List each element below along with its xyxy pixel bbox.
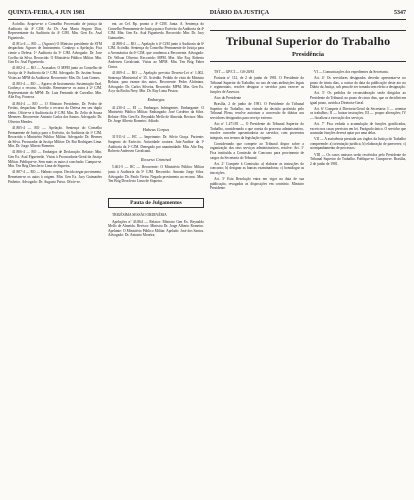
paragraph: Art. 5º Os pedidos de reconsideração serão dirigidos ao Presidente do Tribunal, no prazo de cinco dias, que os decidirá em igual prazo, ouvida a Diretoria-Geral. xyxy=(310,91,406,105)
paragraph: ent. ao Cel. Rp. pronto a 4ª CJM. Junta. A. Sentença do Conselho Permanente de Justiça para o Exército da Auditoria da 4ª CJM. Min. Gen Ex. Asal Figueiredo. Recorrido: Min. Dr. Jacy Guimarães. xyxy=(108,22,204,40)
paragraph: VII — A assistência prestada aos órgãos da Justiça do Trabalho compreende: a) orientação jurídica; b) elaboração de pareceres; c) acompanhamento de processos. xyxy=(310,137,406,151)
header-date: QUINTA-FEIRA, 4 JUN 1981 xyxy=(8,10,85,16)
column-4 xyxy=(310,70,406,494)
paragraph: Atos do Presidente xyxy=(214,95,242,100)
banner-title: Tribunal Superior do Trabalho xyxy=(225,34,391,48)
banner-subtitle: Presidência xyxy=(291,51,324,58)
column-1 xyxy=(8,22,102,494)
paragraph: Brasília, 2 de junho de 1981. O Presidente do Tribunal Superior do Trabalho, em virtude da decisão proferida pelo Tribunal Pleno, resolve autorizar a concessão de diárias aos servidores designados para serviço externo. xyxy=(210,102,304,120)
paragraph: Acórdão. Arquive-se o Conselho Processado de justiça da Auditoria da 4ª CJM. Ao Dr. Ana Maria Seguro Dias, Representante da Auditoria da 4ª CJM. Min. Gen Ex. Asal Figueiredo. xyxy=(8,22,102,40)
section-heading: Habeas Corpus xyxy=(142,126,170,132)
paragraph: Portaria nº 112, de 2 de junho de 1981. O Presidente do Tribunal Superior do Trabalho, no uso de suas atribuições legais e regimentais, resolve designar o servidor para exercer as funções de Assessor. xyxy=(210,76,304,94)
paragraph: 41.8Co-4 — RO — (Agravo) O Ministro presidente do STM despachou: Agravo de Instrumento. Conheço a Apelação. Fica ciente a Defesa. 1ª Auditoria da 3ª CJM. Advogado: Dr. Jose Coelho da Silva. Recorrido: O Ministério Público Militar. Min. Gen Ex. Asal Figueiredo. xyxy=(8,41,102,65)
paragraph: 41.230-4 — EI — Embargos Infringentes. Embargante: O Ministério Público Militar. Embargado: José Cordeiro da Silva. Relator: Min. Gen Ex. Reynaldo Mello de Almeida. Revisor: Min. Dr. Jorge Alberto Romeiro. Adiado. xyxy=(108,105,204,124)
pauta-heading: Pauta de Julgamentos xyxy=(108,198,204,209)
paragraph: 41.807-4 — RO — Habeas corpus. Decido negar provimento. Remetam-se os autos à origem. Min. Gen Ex. Jacy Guimarães Pinheiro. Advogado: Dr. Augusto Paiva. Oficie-se. xyxy=(8,170,102,184)
paragraph: Ato nº 1.471/81 — O Presidente do Tribunal Superior do Trabalho, considerando o que consta do processo administrativo, resolve conceder aposentadoria ao servidor, com proventos integrais, nos termos da legislação vigente. xyxy=(210,121,304,140)
column-3 xyxy=(210,70,304,494)
paragraph: TRIGÉSIMA SESSÃO ORDINÁRIA xyxy=(112,213,167,218)
paragraph: 41.806-4 — RO — Embargos de Declaração. Relator: Min. Gen Ex. Asal Figueiredo. Vistas à Procuradoria-Geral da Justiça Militar. Publique-se. Sem mais os autos à conclusão. Cumpra-se. Min. Ten Brig Deoclecio Lima de Siqueira. xyxy=(8,150,102,169)
paragraph: TST — GP/CI — GS-20/81 xyxy=(214,70,255,74)
paragraph: 5.461-5 — RC — Recorrente: O Ministério Público Militar junto à Auditoria da 5ª CJM. Recorrido: Antonio Jorge Silva. Advogado: Dr. Paulo Vieira. Negado provimento ao recurso. Min. Ten Brig Deoclecio Lima de Siqueira. xyxy=(108,165,204,184)
header-publication: DIÁRIO DA JUSTIÇA xyxy=(209,10,270,16)
section-heading: Recurso Criminal xyxy=(141,156,171,162)
column-2 xyxy=(108,22,204,494)
header-page-number: 5347 xyxy=(393,10,406,16)
paragraph: VI — Comunicações dos expedientes da Secretaria. xyxy=(314,70,389,74)
paragraph: Apelações nº 43.864 — Relator: Ministro Gen Ex. Reynaldo Mello de Almeida. Revisor: Ministro Dr. Jorge Alberto Romeiro. Apelante: O Ministério Público Militar. Apelado: José dos Santos. Advogado: Dr. Antonio Moreira. xyxy=(108,219,204,238)
paragraph: VIII — Os casos omissos serão resolvidos pelo Presidente do Tribunal Superior do Trabalho. Publique-se. Cumpra-se. Brasília, 2 de junho de 1981. xyxy=(310,152,406,166)
paragraph: Considerando que compete ao Tribunal dispor sobre a organização dos seus serviços administrativos, resolve: Art. 1º Fica instituída a Comissão de Concurso para provimento de cargos da Secretaria do Tribunal. xyxy=(210,141,304,160)
page-header xyxy=(8,6,406,20)
paragraph: 41.804-4 — RO — O Ministro Presidente, Dr. Pedro de Freitas, despachou: Recebo o recurso da Defesa em seu duplo efeito. Oficie-se à Auditoria da 4ª CJM. Min. Dr. Zelio de Souza Menezes. Recorrente: Antonio Carlos dos Santos. Advogado: Dr. Oliveira Mendes. xyxy=(8,101,102,124)
header-rule xyxy=(8,19,406,20)
paragraph: 41.809-4 — RO — Apelação prevista Decreto-Lei nº 1.002. Sentença Ministerial nº 35. Acórdão. Pedido de vista do Ministro Relator, para exame dos autos. Recorrente: Pedro Alcântara. Advogado: Dr. Carlos Silveira. Recorrido: MPM. Min. Gen Ex. Acyr da Rocha Nery. Min. Dr. Ruy Lima Pessoa. xyxy=(108,70,204,94)
paragraph: 41.808-4 — RO — Apelação à 4ª CJM junto à Auditoria da 6ª CJM. Acórdão. Sentença do Conselho Permanente de Justiça para a Aeronáutica da 6ª CJM, que condenou a Recorrente. Advogado: Dr. Wilson Oliveira. Recorrido: MPM. Min. Alte Esq. Roberto Andersen Cavalcanti. Vistas ao MPM. Min. Ten Brig Faber Cintra. xyxy=(108,41,204,69)
paragraph: 41.805-4 — RO — Apelação. Sentença do Conselho Permanente de Justiça para o Exército, da Auditoria da 1ª CJM. Recorrido o Ministério Público Militar. Advogado: Dr. Hermes da Silva. Procurador da Justiça Militar: Dr. Rui Rodrigues Lima. Min. Dr. Jorge Alberto Romeiro. xyxy=(8,125,102,149)
court-banner xyxy=(210,30,406,62)
paragraph: Art. 2º Compete à Comissão: a) elaborar as instruções do concurso; b) designar as bancas examinadoras; c) homologar as inscrições. xyxy=(210,161,304,175)
paragraph: 41.802-4 — RO — Acusados: O MPM junto ao Conselho de Justiça da 1ª Auditoria da 1ª CJM. Advogado: Dr. Justino Souza. Vistas ao MPM da Auditoria. Recorrente: Min. Dr. Luiz Gomes. xyxy=(8,66,102,80)
paragraph: Art. 7º Fica vedada a acumulação de funções gratificadas, exceto nos casos previstos em lei. Parágrafo único. O servidor que acumular funções deverá optar por uma delas. xyxy=(310,121,406,136)
paragraph: Art. 4º Os servidores designados deverão apresentar-se no prazo de trinta dias, a contar da data da publicação deste ato no Diário da Justiça, sob pena de ser tornada sem efeito a designação. xyxy=(310,76,406,90)
paragraph: 31.911-4 — HC — Impetrante: Dr. Silvio Graça. Paciente: Sargento do Exército. Autoridade coatora: Juiz-Auditor da 1ª Auditoria da 1ª CJM. Denegado por unanimidade. Min. Alte Esq. Roberto Andersen Cavalcanti. xyxy=(108,135,204,154)
paragraph: Art. 3º Esta Resolução entra em vigor na data de sua publicação, revogadas as disposições em contrário. Ministro Presidente. xyxy=(210,176,304,191)
paragraph: 41.803-4 — RO — Agravo de Instrumento. Sustentação Oral. Conheço o recurso. Acórdão. Remetam-se os autos à 2ª CJM. Representante do MPM: Dr. Luiz Fernando de Carvalho. Min. Alte Esq. Fonseca. xyxy=(8,81,102,100)
paragraph: Art. 6º Compete à Diretoria-Geral da Secretaria: I — orientar os trabalhos; II — baixar instruções; III — propor alterações; IV — fiscalizar a execução dos serviços. xyxy=(310,106,406,120)
section-heading: Embargos xyxy=(147,96,165,102)
